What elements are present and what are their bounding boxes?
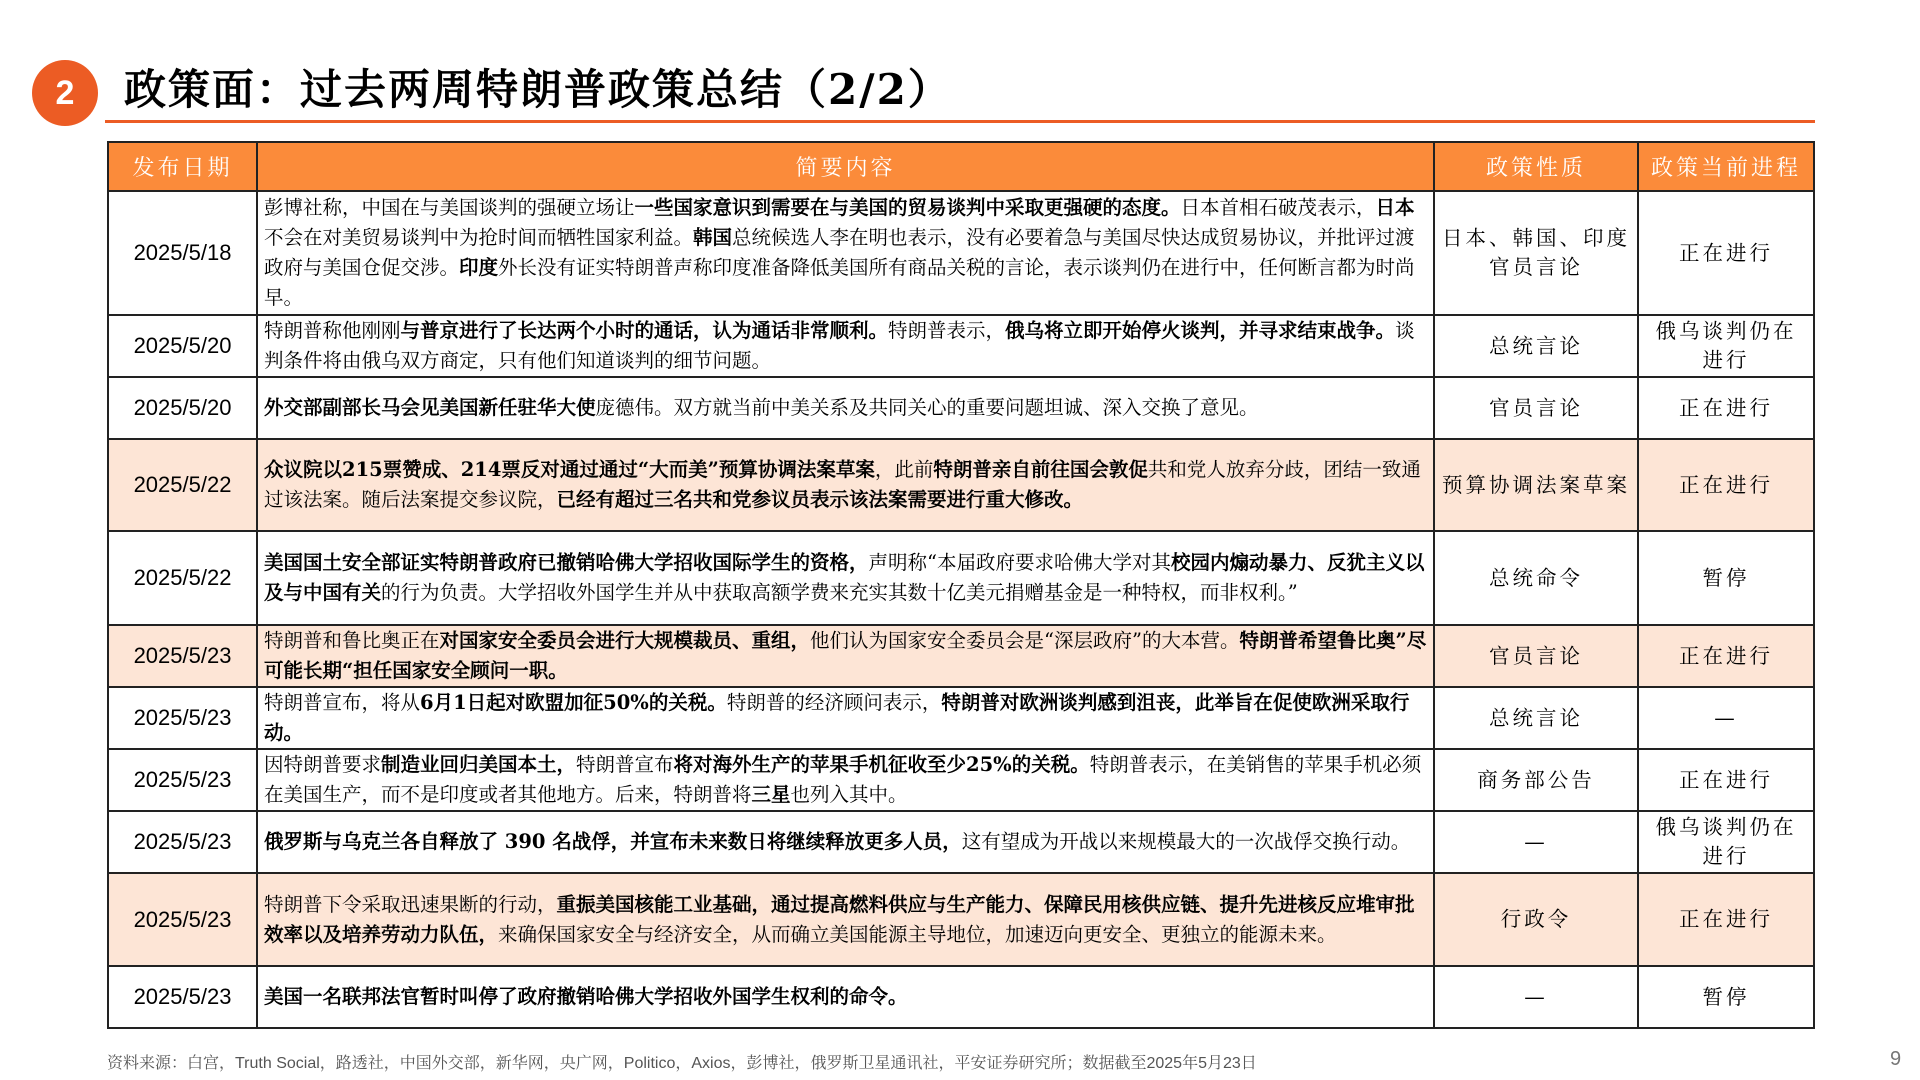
cell-policy-status: 正在进行	[1638, 625, 1814, 687]
column-header-status: 政策当前进程	[1638, 142, 1814, 191]
content-text: 共和党人放弃分歧，团结一致通过该法案。随后法案提交参议院，	[264, 458, 1421, 511]
cell-date: 2025/5/20	[108, 315, 257, 377]
content-emphasis: 美国国土安全部证实特朗普政府已撤销哈佛大学招收国际学生的资格，	[264, 551, 869, 574]
content-text: 特朗普宣布	[576, 753, 674, 776]
cell-content	[257, 315, 1434, 377]
cell-policy-status: 正在进行	[1638, 873, 1814, 966]
policy-table	[107, 141, 1815, 1029]
content-text: 特朗普称他刚刚	[264, 319, 401, 342]
content-emphasis: 特朗普亲自前往国会敦促	[933, 458, 1148, 481]
cell-policy-status: 暂停	[1638, 531, 1814, 625]
table-row	[108, 687, 1814, 749]
content-emphasis: 与普京进行了长达两个小时的通话，认为通话非常顺利。	[400, 319, 889, 342]
cell-policy-status: 正在进行	[1638, 191, 1814, 315]
table-row	[108, 531, 1814, 625]
column-header-date: 发布日期	[108, 142, 257, 191]
table-row	[108, 811, 1814, 873]
cell-policy-nature: —	[1434, 811, 1638, 873]
table-row	[108, 439, 1814, 531]
content-text: 特朗普下令采取迅速果断的行动，	[264, 892, 557, 916]
cell-policy-nature: —	[1434, 966, 1638, 1028]
content-text: 不会在对美贸易谈判中为抢时间而牺牲国家利益。	[264, 226, 694, 249]
content-text: 特朗普和鲁比奥正在	[264, 629, 440, 652]
cell-content	[257, 966, 1434, 1028]
table-header-row	[108, 142, 1814, 191]
cell-content	[257, 377, 1434, 439]
cell-date: 2025/5/20	[108, 377, 257, 439]
content-text: 总统候选人李在明也表示，没有必要着急与美国尽快达成贸易协议，并批评过渡政府与美国仓促交涉。	[264, 226, 1415, 279]
table-row	[108, 625, 1814, 687]
content-text: 声明称“本届政府要求哈佛大学对其	[868, 551, 1171, 574]
content-text: 这有望成为开战以来规模最大的一次战俘交换行动。	[961, 830, 1411, 853]
content-text: 特朗普表示，在美销售的苹果手机必须在美国生产，而不是印度或者其他地方。后来，特朗普将	[264, 753, 1422, 806]
content-emphasis: 特朗普对欧洲谈判感到沮丧，此举旨在促使欧洲采取行动。	[264, 691, 1410, 744]
content-text: 特朗普宣布，将从	[264, 691, 421, 714]
cell-content	[257, 439, 1434, 531]
cell-content	[257, 531, 1434, 625]
content-text: 特朗普表示，	[888, 319, 1006, 342]
cell-date: 2025/5/23	[108, 687, 257, 749]
content-text: 来确保国家安全与经济安全，从而确立美国能源主导地位，加速迈向更安全、更独立的能源未来。	[498, 922, 1337, 946]
cell-policy-nature: 商务部公告	[1434, 749, 1638, 811]
table-row	[108, 966, 1814, 1028]
cell-content	[257, 625, 1434, 687]
cell-date: 2025/5/23	[108, 966, 257, 1028]
cell-content	[257, 873, 1434, 966]
cell-policy-nature: 预算协调法案草案	[1434, 439, 1638, 531]
page-number: 9	[1890, 1048, 1902, 1070]
cell-policy-status: 正在进行	[1638, 749, 1814, 811]
cell-policy-nature: 行政令	[1434, 873, 1638, 966]
content-text: 也列入其中。	[790, 783, 908, 806]
cell-policy-nature: 官员言论	[1434, 377, 1638, 439]
section-number: 2	[55, 73, 75, 112]
cell-policy-status: 俄乌谈判仍在进行	[1638, 315, 1814, 377]
table-row	[108, 315, 1814, 377]
content-emphasis: 外交部副部长马会见美国新任驻华大使	[264, 396, 596, 419]
content-emphasis: 6月1日起对欧盟加征50%的关税。	[420, 691, 727, 714]
content-emphasis: 一些国家意识到需要在与美国的贸易谈判中采取更强硬的态度。	[634, 196, 1181, 219]
cell-content	[257, 191, 1434, 315]
content-emphasis: 众议院以215票赞成、214票反对通过通过“大而美”预算协调法案草案	[264, 458, 875, 481]
content-emphasis: 美国一名联邦法官暂时叫停了政府撤销哈佛大学招收外国学生权利的命令。	[264, 985, 908, 1008]
table-row	[108, 191, 1814, 315]
cell-policy-status: —	[1638, 687, 1814, 749]
content-emphasis: 印度	[459, 256, 499, 279]
content-emphasis: 重振美国核能工业基础，通过提高燃料供应与生产能力、保障民用核供应链、提升先进核反应堆审批效率以及培养劳动力队伍，	[264, 892, 1415, 946]
content-text: 他们认为国家安全委员会是“深层政府”的大本营。	[810, 629, 1240, 652]
cell-policy-nature: 官员言论	[1434, 625, 1638, 687]
content-emphasis: 特朗普希望鲁比奥”尽可能长期“担任国家安全顾问一职。	[264, 629, 1427, 682]
cell-policy-status: 正在进行	[1638, 439, 1814, 531]
cell-date: 2025/5/22	[108, 439, 257, 531]
table-row	[108, 749, 1814, 811]
cell-policy-status: 俄乌谈判仍在进行	[1638, 811, 1814, 873]
cell-date: 2025/5/23	[108, 749, 257, 811]
content-emphasis: 制造业回归美国本土，	[381, 753, 577, 776]
page-title: 政策面：过去两周特朗普政策总结（2/2）	[124, 65, 952, 114]
cell-date: 2025/5/23	[108, 811, 257, 873]
content-text: 庞德伟。双方就当前中美关系及共同关心的重要问题坦诚、深入交换了意见。	[595, 396, 1259, 419]
table-row	[108, 873, 1814, 966]
source-footnote: 资料来源：白宫，Truth Social，路透社，中国外交部，新华网，央广网，Politico，Axios，彭博社，俄罗斯卫星通讯社，平安证券研究所；数据截至2025年5月23日	[107, 1055, 1257, 1072]
cell-policy-status: 正在进行	[1638, 377, 1814, 439]
cell-date: 2025/5/23	[108, 873, 257, 966]
title-divider	[105, 120, 1815, 123]
cell-content	[257, 687, 1434, 749]
cell-date: 2025/5/23	[108, 625, 257, 687]
content-text: 特朗普的经济顾问表示，	[726, 691, 942, 714]
cell-policy-nature: 总统命令	[1434, 531, 1638, 625]
content-emphasis: 三星	[751, 783, 791, 806]
cell-policy-status: 暂停	[1638, 966, 1814, 1028]
content-text: 因特朗普要求	[264, 753, 382, 776]
cell-policy-nature: 总统言论	[1434, 687, 1638, 749]
content-text: ，此前	[874, 458, 934, 481]
content-text: 谈判条件将由俄乌双方商定，只有他们知道谈判的细节问题。	[264, 319, 1415, 372]
section-number-badge	[32, 60, 98, 126]
content-text: 日本首相石破茂表示，	[1180, 196, 1376, 219]
content-emphasis: 俄罗斯与乌克兰各自释放了 390 名战俘，并宣布未来数日将继续释放更多人员，	[264, 830, 962, 853]
content-text: 的行为负责。大学招收外国学生并从中获取高额学费来充实其数十亿美元捐赠基金是一种特权，而非权利。”	[381, 581, 1298, 604]
cell-policy-nature: 总统言论	[1434, 315, 1638, 377]
table-body	[108, 191, 1814, 1028]
content-emphasis: 俄乌将立即开始停火谈判，并寻求结束战争。	[1005, 319, 1396, 342]
content-emphasis: 已经有超过三名共和党参议员表示该法案需要进行重大修改。	[556, 488, 1084, 511]
column-header-nature: 政策性质	[1434, 142, 1638, 191]
cell-date: 2025/5/18	[108, 191, 257, 315]
content-emphasis: 对国家安全委员会进行大规模裁员、重组，	[439, 629, 811, 652]
cell-content	[257, 811, 1434, 873]
cell-content	[257, 749, 1434, 811]
content-emphasis: 日本	[1375, 196, 1415, 219]
cell-policy-nature: 日本、韩国、印度官员言论	[1434, 191, 1638, 315]
content-emphasis: 将对海外生产的苹果手机征收至少25%的关税。	[673, 753, 1090, 776]
table-row	[108, 377, 1814, 439]
cell-date: 2025/5/22	[108, 531, 257, 625]
content-text: 外长没有证实特朗普声称印度准备降低美国所有商品关税的言论，表示谈判仍在进行中，任何断言都为时尚早。	[264, 256, 1415, 309]
column-header-content: 简要内容	[257, 142, 1434, 191]
content-emphasis: 韩国	[693, 226, 733, 249]
content-text: 彭博社称，中国在与美国谈判的强硬立场让	[264, 196, 635, 219]
content-emphasis: 校园内煽动暴力、反犹主义以及与中国有关	[264, 551, 1425, 604]
